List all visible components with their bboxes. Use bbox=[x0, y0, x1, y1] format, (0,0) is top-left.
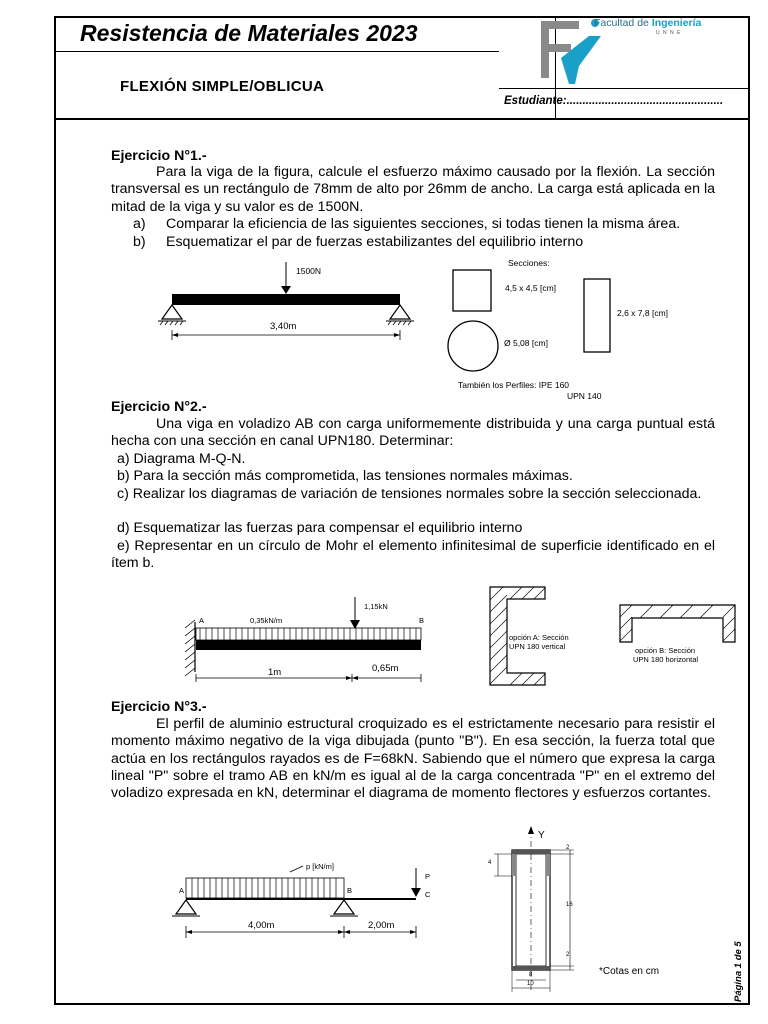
ex1-profiles-label2: UPN 140 bbox=[567, 391, 602, 401]
ex2-option-a2: UPN 180 vertical bbox=[509, 642, 566, 651]
ex2-dist-load: 0,35kN/m bbox=[250, 616, 283, 625]
ex1-item-b-key: b) bbox=[133, 234, 146, 250]
ex3-dim-8: 8 bbox=[529, 972, 533, 978]
ex3-axis-y: Y bbox=[538, 830, 545, 841]
ex1-body: Para la viga de la figura, calcule el esfuerzo máximo causado por la flexión. La sección transversal es un rectángulo de 78mm de alto por 26mm de ancho. La carga está aplicada en la mitad de la viga y su valor es de 1500N. bbox=[111, 164, 715, 215]
ex3-dim-10: 10 bbox=[527, 981, 534, 987]
ex3-dim-2b: 2 bbox=[566, 952, 570, 958]
ex1-sections-title: Secciones: bbox=[508, 258, 550, 268]
ex2-intro: Una viga en voladizo AB con carga uniformemente distribuida y una carga puntual está hecha con una sección en canal UPN180. Determinar: bbox=[111, 416, 715, 450]
ex3-label-c: C bbox=[425, 890, 431, 899]
ex1-square-label: 4,5 x 4,5 [cm] bbox=[505, 283, 557, 293]
ex2-dim2: 0,65m bbox=[372, 663, 399, 674]
ex3-dim-2a: 2 bbox=[566, 845, 570, 851]
ex2-label-a: A bbox=[199, 616, 205, 625]
ex2-option-b2: UPN 180 horizontal bbox=[633, 655, 699, 664]
logo-text: Facultad de Ingeniería bbox=[594, 17, 702, 29]
ex3-cotas: *Cotas en cm bbox=[599, 966, 660, 977]
page-title: Resistencia de Materiales 2023 bbox=[80, 20, 418, 46]
ex2-point-load: 1,15kN bbox=[364, 602, 388, 611]
ex1-circle-label: Ø 5,08 [cm] bbox=[504, 338, 548, 348]
ex1-profiles-label: También los Perfiles: IPE 160 bbox=[458, 380, 570, 390]
page-subtitle: FLEXIÓN SIMPLE/OBLICUA bbox=[120, 78, 325, 95]
ex3-dim2: 2,00m bbox=[368, 920, 395, 931]
ex1-load-label: 1500N bbox=[296, 266, 322, 276]
ex3-load-label: p [kN/m] bbox=[306, 862, 334, 871]
ex2-heading: Ejercicio N°2.- bbox=[111, 399, 207, 415]
ex1-heading: Ejercicio N°1.- bbox=[111, 148, 207, 164]
ex3-dim-16: 16 bbox=[566, 902, 573, 908]
ex3-heading: Ejercicio N°3.- bbox=[111, 699, 207, 715]
ex3-label-p: P bbox=[425, 872, 431, 881]
ex3-label-b: B bbox=[347, 886, 353, 895]
ex2-item-c: c) Realizar los diagramas de variación de tensiones normales sobre la sección seleccionada. bbox=[117, 486, 702, 502]
ex2-option-b: opción B: Sección bbox=[635, 646, 696, 655]
ex2-dim1: 1m bbox=[268, 667, 282, 678]
logo-subtext: U N N E bbox=[656, 30, 682, 36]
ex2-item-e: e) Representar en un círculo de Mohr el elemento infinitesimal de superficie identificado en el ítem b. bbox=[111, 538, 715, 572]
ex2-item-b: b) Para la sección más comprometida, las tensiones normales máximas. bbox=[117, 468, 573, 484]
ex1-span-label: 3,40m bbox=[270, 321, 297, 332]
ex1-rect-label: 2,6 x 7,8 [cm] bbox=[617, 308, 669, 318]
ex2-item-a: a) Diagrama M-Q-N. bbox=[117, 451, 246, 467]
ex2-item-d: d) Esquematizar las fuerzas para compensar el equilibrio interno bbox=[117, 520, 523, 536]
ex1-item-a-key: a) bbox=[133, 216, 146, 232]
ex1-item-a: Comparar la eficiencia de las siguientes secciones, si todas tienen la misma área. bbox=[166, 216, 681, 232]
ex2-label-b: B bbox=[419, 616, 425, 625]
ex1-item-b: Esquematizar el par de fuerzas estabilizantes del equilibrio interno bbox=[166, 234, 584, 250]
student-field: Estudiante:................................................. bbox=[504, 95, 724, 107]
ex2-option-a: opción A: Sección bbox=[509, 633, 569, 642]
ex3-body: El perfil de aluminio estructural croquizado es el estrictamente necesario para resistir el momento máximo negativo de la viga dibujada (punto "B"). En esa sección, la fuerza total que actúa en los rectángulos rayados es de F=68kN. Sabiendo que el número que expresa la carga lineal "P" sobre el tramo AB en kN/m es igual al de la carga concentrada "P" en el extremo del voladizo expresada en kN, determinar el diagrama de momento flectores y esfuerzos cortantes. bbox=[111, 716, 715, 802]
ex3-dim-4: 4 bbox=[488, 860, 492, 866]
ex3-dim1: 4,00m bbox=[248, 920, 275, 931]
ex3-label-a: A bbox=[179, 886, 185, 895]
